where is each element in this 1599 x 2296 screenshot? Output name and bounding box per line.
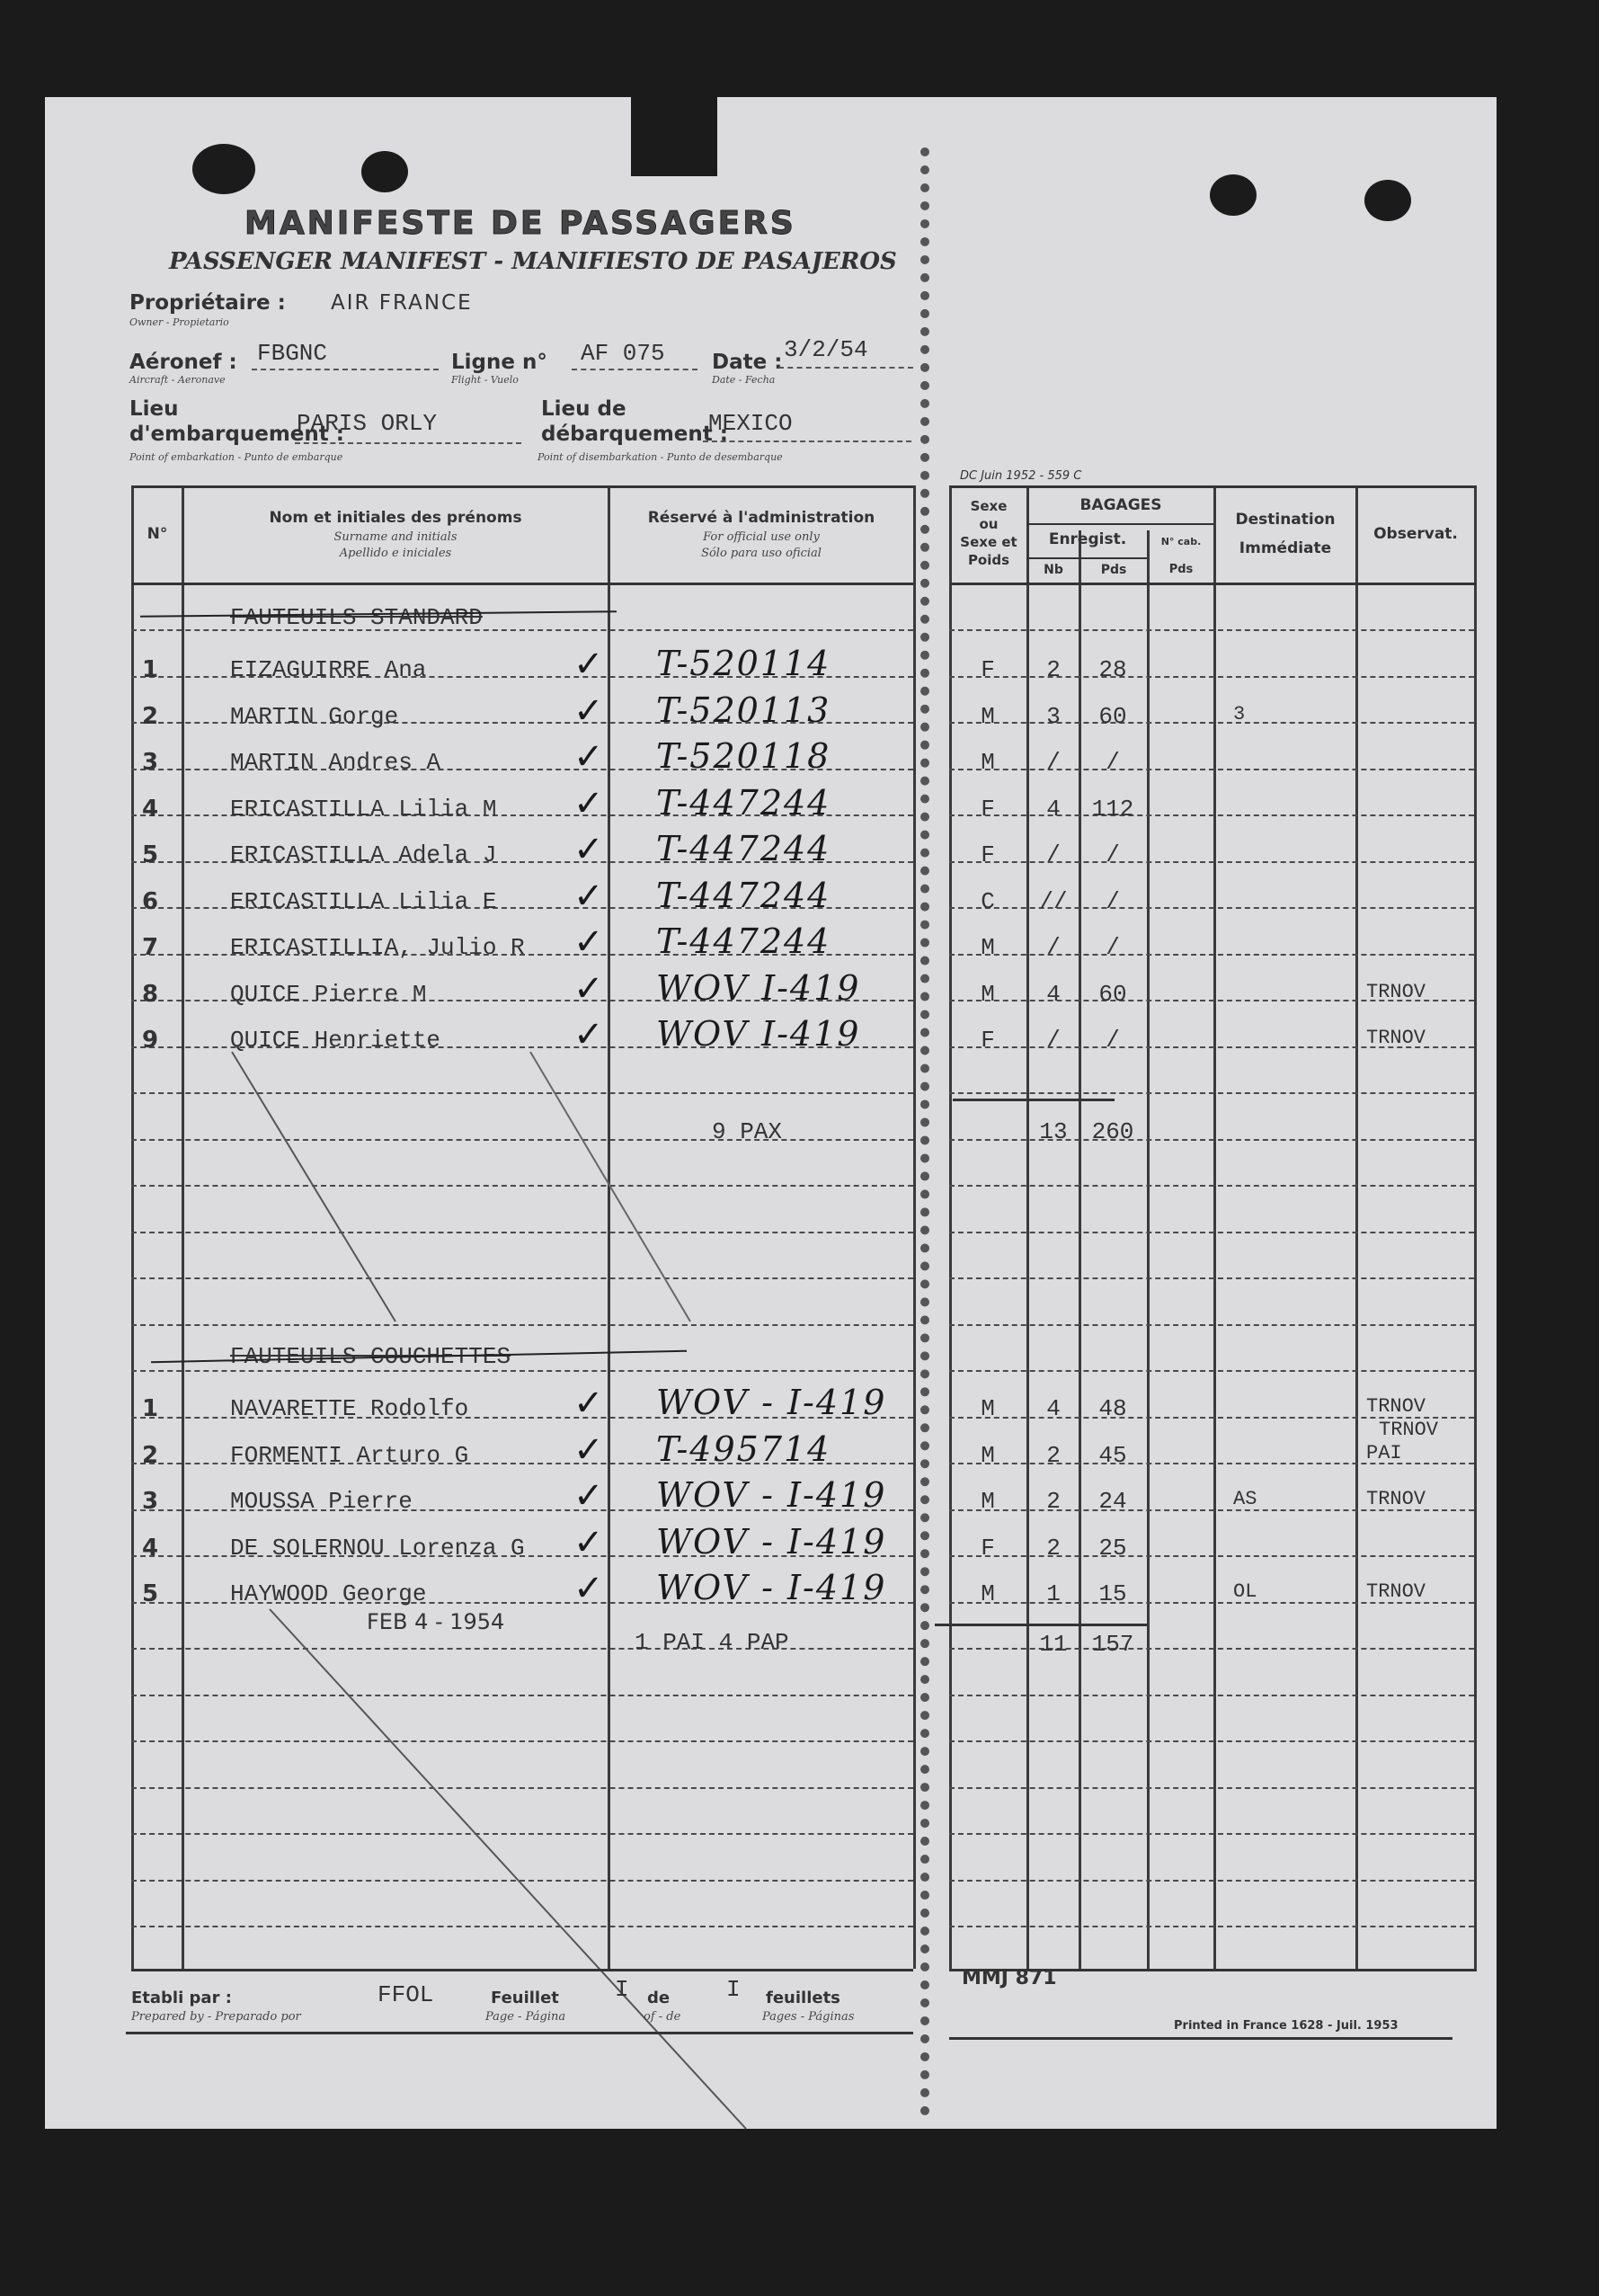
disembark-label-1: Lieu de	[541, 397, 626, 421]
check-mark-icon: ✓	[573, 644, 604, 685]
section1-total-label: 9 PAX	[712, 1118, 783, 1145]
sex: C	[981, 887, 995, 915]
baggage-count: /	[1046, 749, 1061, 776]
sheet-value: I	[615, 1976, 629, 2003]
passenger-name: QUICE Henriette	[230, 1027, 441, 1054]
footer-bottom-line	[126, 2032, 913, 2034]
col-header-cab-1: N° cab.	[1160, 536, 1202, 547]
sex: M	[981, 1488, 995, 1515]
ticket-reference: T-447244	[656, 921, 831, 961]
check-mark-icon: ✓	[573, 921, 604, 963]
printed-note: Printed in France 1628 - Juil. 1953	[1174, 2019, 1399, 2033]
observation: PAI	[1366, 1441, 1402, 1464]
sex: F	[981, 1027, 995, 1054]
col-header-no: N°	[147, 525, 168, 543]
section2-obs-extra: TRNOV	[1379, 1419, 1439, 1441]
col-header-sex-2: ou	[979, 516, 999, 532]
sex: M	[981, 980, 995, 1008]
col-header-baggage: BAGAGES	[1079, 496, 1162, 514]
cancel-stroke-2	[530, 1052, 690, 1322]
embark-sub: Point of embarkation - Punto de embarque	[129, 451, 343, 463]
passenger-name: DE SOLERNOU Lorenza G	[230, 1534, 525, 1562]
date-label: Date :	[712, 351, 783, 374]
ticket-reference: WOV - I-419	[656, 1383, 887, 1422]
embark-value: PARIS ORLY	[297, 410, 438, 437]
disembark-sub: Point of disembarkation - Punto de desembarque	[537, 451, 783, 463]
baggage-count: 4	[1046, 1395, 1061, 1422]
ticket-reference: T-520118	[656, 736, 831, 776]
check-mark-icon: ✓	[573, 1475, 604, 1517]
ticket-reference: WOV - I-419	[656, 1521, 887, 1562]
baggage-count: /	[1046, 1027, 1061, 1054]
disembark-label-2: débarquement :	[541, 423, 728, 446]
ticket-reference: T-520113	[656, 690, 831, 730]
ticket-reference: T-447244	[656, 829, 831, 868]
row-number: 2	[142, 702, 159, 730]
col-header-observ: Observat.	[1373, 525, 1458, 543]
embark-label-2: d'embarquement :	[129, 423, 344, 446]
observation: TRNOV	[1366, 1395, 1426, 1418]
baggage-count: 3	[1046, 702, 1061, 730]
prepared-value: FFOL	[378, 1981, 434, 2008]
date-sub: Date - Fecha	[712, 374, 776, 386]
row-number: 1	[142, 1395, 159, 1422]
check-mark-icon: ✓	[573, 736, 604, 778]
baggage-count: 2	[1046, 1534, 1061, 1562]
passenger-name: QUICE Pierre M	[230, 980, 427, 1008]
baggage-weight: 25	[1098, 1534, 1127, 1562]
sex: M	[981, 702, 995, 730]
of-label: de	[647, 1989, 671, 2007]
sex: M	[981, 1580, 995, 1607]
baggage-weight: 112	[1091, 795, 1134, 823]
aircraft-sub: Aircraft - Aeronave	[129, 374, 226, 386]
row-number: 5	[142, 841, 159, 868]
check-mark-icon: ✓	[573, 829, 604, 870]
ticket-reference: T-495714	[656, 1428, 831, 1469]
sex: M	[981, 749, 995, 776]
destination: 3	[1233, 702, 1246, 725]
sex: M	[981, 1441, 995, 1469]
section1-title: FAUTEUILS STANDARD	[230, 604, 483, 631]
ticket-reference: T-447244	[656, 875, 831, 915]
col-header-sex-3: Sexe et	[960, 534, 1017, 550]
passenger-name: ERICASTILLA Lilia M	[230, 795, 497, 823]
flight-sub: Flight - Vuelo	[451, 374, 519, 386]
baggage-count: //	[1039, 887, 1068, 915]
of-sub: of - de	[644, 2010, 681, 2024]
col-header-nb: Nb	[1044, 563, 1063, 577]
owner-sub: Owner - Propietario	[129, 316, 229, 328]
section1-total-pds: 260	[1091, 1118, 1134, 1145]
passenger-name: FORMENTI Arturo G	[230, 1441, 469, 1469]
aircraft-value: FBGNC	[257, 340, 328, 367]
ticket-reference: WOV - I-419	[656, 1475, 887, 1515]
row-number: 1	[142, 656, 159, 683]
check-mark-icon: ✓	[573, 1568, 604, 1609]
passenger-name: MOUSSA Pierre	[230, 1488, 413, 1515]
baggage-weight: /	[1106, 841, 1120, 868]
pages-sub: Pages - Páginas	[762, 2010, 855, 2024]
section2-total-label: 1 PAI 4 PAP	[635, 1629, 789, 1656]
passenger-name: ERICASTILLA Adela J	[230, 841, 497, 868]
ticket-reference: WOV - I-419	[656, 1568, 887, 1607]
prepared-sub: Prepared by - Preparado por	[131, 2010, 301, 2024]
col-header-destination-1: Destination	[1235, 511, 1336, 529]
baggage-weight: 48	[1098, 1395, 1127, 1422]
section2-total-pds: 157	[1091, 1631, 1134, 1658]
observation: TRNOV	[1366, 1027, 1426, 1049]
ticket-reference: T-447244	[656, 782, 831, 823]
check-mark-icon: ✓	[573, 1428, 604, 1471]
baggage-weight: /	[1106, 887, 1120, 915]
row-number: 5	[142, 1580, 159, 1607]
cancel-stroke-3	[270, 1609, 746, 2129]
col-header-registered: Enregist.	[1048, 530, 1127, 548]
stamp-code: MMJ 871	[962, 1967, 1057, 1989]
check-mark-icon: ✓	[573, 782, 604, 824]
row-number: 3	[142, 749, 159, 776]
col-header-destination-2: Immédiate	[1239, 539, 1332, 557]
row-number: 6	[142, 887, 159, 915]
sex: F	[981, 1534, 995, 1562]
check-mark-icon: ✓	[573, 875, 604, 917]
passenger-name: NAVARETTE Rodolfo	[230, 1395, 469, 1422]
baggage-count: 2	[1046, 1488, 1061, 1515]
sex: F	[981, 795, 995, 823]
col-header-admin: Réservé à l'administration	[647, 509, 875, 527]
prepared-label: Etabli par :	[131, 1989, 232, 2007]
row-number: 7	[142, 934, 159, 961]
form-reference: DC Juin 1952 - 559 C	[960, 469, 1082, 483]
baggage-weight: 60	[1098, 702, 1127, 730]
section2-total-nb: 11	[1039, 1631, 1068, 1658]
ticket-reference: WOV I-419	[656, 967, 861, 1008]
observation: TRNOV	[1366, 1488, 1426, 1510]
col-header-sex-1: Sexe	[970, 498, 1008, 514]
aircraft-label: Aéronef :	[129, 351, 237, 374]
baggage-count: 1	[1046, 1580, 1061, 1607]
col-header-name-sub2: Apellido e iniciales	[339, 547, 452, 560]
page-subtitle: PASSENGER MANIFEST - MANIFIESTO DE PASAJEROS	[169, 248, 897, 275]
col-header-cab-2: Pds	[1168, 563, 1194, 576]
destination: AS	[1233, 1488, 1257, 1510]
row-number: 9	[142, 1027, 159, 1054]
col-header-name: Nom et initiales des prénoms	[269, 509, 522, 527]
col-header-name-sub1: Surname and initials	[333, 530, 457, 544]
col-header-sex-4: Poids	[967, 552, 1010, 568]
check-mark-icon: ✓	[573, 690, 604, 732]
cancel-stroke-1	[232, 1052, 395, 1322]
observation: TRNOV	[1366, 1580, 1426, 1603]
row-number: 2	[142, 1441, 159, 1469]
col-header-admin-sub1: For official use only	[703, 530, 820, 544]
baggage-weight: /	[1106, 934, 1120, 961]
ticket-reference: T-520114	[656, 644, 831, 683]
baggage-weight: 45	[1098, 1441, 1127, 1469]
page-title: MANIFESTE DE PASSAGERS	[244, 205, 796, 242]
footer-bottom-line-right	[949, 2037, 1452, 2040]
baggage-count: 2	[1046, 656, 1061, 683]
observation: TRNOV	[1366, 980, 1426, 1003]
sex: F	[981, 841, 995, 868]
row-number: 4	[142, 795, 159, 823]
pages-label: feuillets	[766, 1989, 840, 2007]
sex: M	[981, 934, 995, 961]
row-number: 8	[142, 980, 159, 1008]
destination: OL	[1233, 1580, 1257, 1603]
passenger-name: MARTIN Gorge	[230, 702, 399, 730]
check-mark-icon: ✓	[573, 1521, 604, 1563]
sheet-sub: Page - Página	[485, 2010, 566, 2024]
row-number: 4	[142, 1534, 159, 1562]
owner-value: AIR FRANCE	[331, 291, 473, 315]
col-header-admin-sub2: Sólo para uso oficial	[701, 547, 822, 560]
baggage-weight: /	[1106, 1027, 1120, 1054]
section2-stamp-date: FEB 4 - 1954	[367, 1609, 505, 1634]
sex: F	[981, 656, 995, 683]
baggage-weight: /	[1106, 749, 1120, 776]
col-header-pds: Pds	[1100, 563, 1127, 577]
row-number: 3	[142, 1488, 159, 1515]
baggage-count: /	[1046, 841, 1061, 868]
ticket-reference: WOV I-419	[656, 1014, 861, 1054]
check-mark-icon: ✓	[573, 1014, 604, 1055]
flight-label: Ligne n°	[451, 351, 547, 374]
passenger-name: MARTIN Andres A	[230, 749, 441, 776]
sex: M	[981, 1395, 995, 1422]
date-value: 3/2/54	[784, 336, 868, 363]
section1-total-nb: 13	[1039, 1118, 1068, 1145]
baggage-weight: 28	[1098, 656, 1127, 683]
flight-value: AF 075	[581, 340, 665, 367]
of-value: I	[726, 1976, 741, 2003]
check-mark-icon: ✓	[573, 967, 604, 1010]
passenger-name: HAYWOOD George	[230, 1580, 427, 1607]
check-mark-icon: ✓	[573, 1383, 604, 1424]
baggage-weight: 24	[1098, 1488, 1127, 1515]
section2-title: FAUTEUILS COUCHETTES	[230, 1343, 511, 1370]
passenger-name: ERICASTILLA Lilia E	[230, 887, 497, 915]
sheet-label: Feuillet	[491, 1989, 559, 2007]
footer-top-line	[131, 1969, 913, 1971]
owner-label: Propriétaire :	[129, 291, 286, 315]
passenger-name: ERICASTILLIA, Julio R	[230, 934, 525, 961]
baggage-count: 4	[1046, 980, 1061, 1008]
baggage-count: 4	[1046, 795, 1061, 823]
baggage-count: 2	[1046, 1441, 1061, 1469]
baggage-count: /	[1046, 934, 1061, 961]
passenger-name: EIZAGUIRRE Ana	[230, 656, 427, 683]
baggage-weight: 60	[1098, 980, 1127, 1008]
disembark-value: MEXICO	[708, 410, 793, 437]
embark-label-1: Lieu	[129, 397, 179, 421]
baggage-weight: 15	[1098, 1580, 1127, 1607]
